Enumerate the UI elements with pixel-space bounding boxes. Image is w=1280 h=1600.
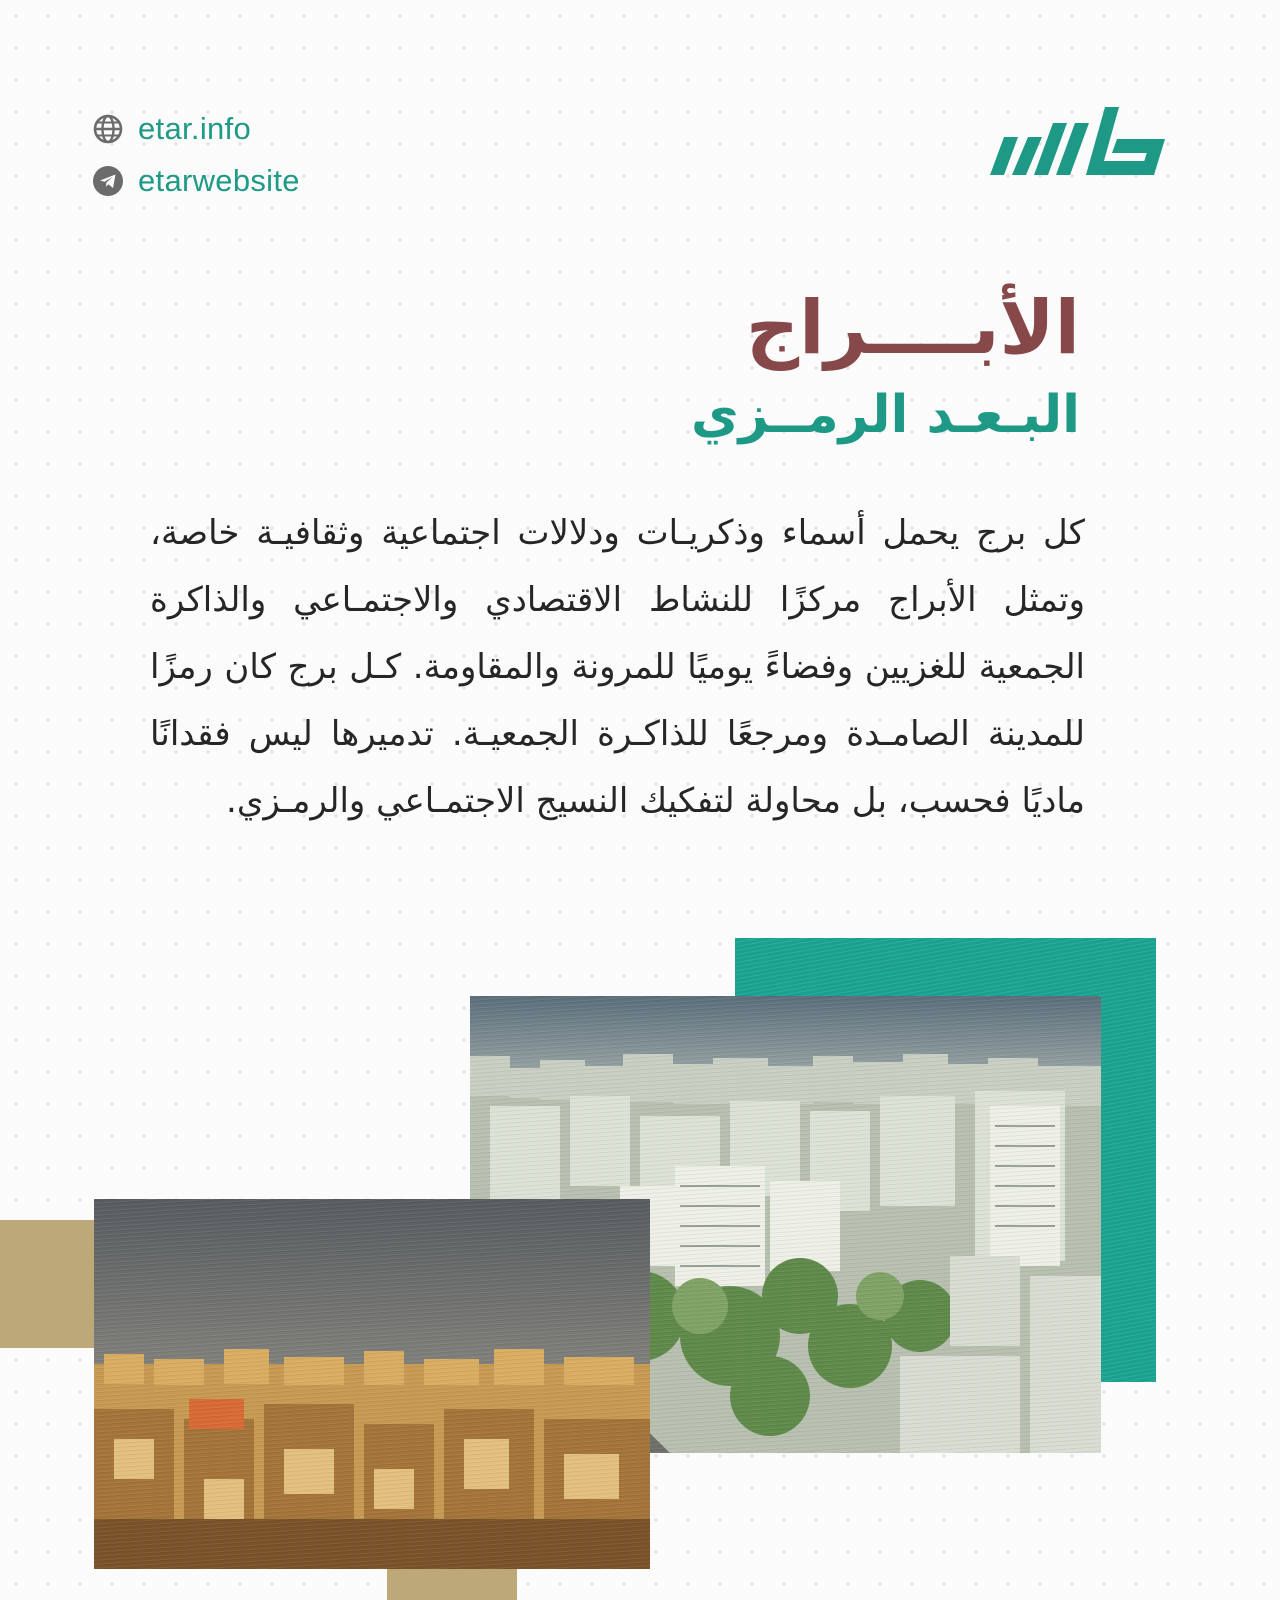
etar-logo-mark (990, 103, 1165, 177)
contact-info (92, 103, 300, 207)
body-paragraph: كل برج يحمل أسماء وذكريـات ودلالات اجتماعية وثقافيـة خاصة، وتمثل الأبراج مركزًا للنشاط الاقتصادي والاجتمـاعي والذاكرة الجمعية للغزيين وفضاءً يوميًا للمرونة والمقاومة. كـل برج كان رمزًا للمدينة الصامـدة ومرجعًا للذاكـرة الجمعيـة. تدميرها ليس فقدانًا ماديًا فحسب، بل محاولة لتفكيك النسيج الاجتمـاعي والرمـزي. (150, 513, 1085, 821)
gold-decor-block-left (0, 1220, 95, 1348)
title-block (320, 280, 1080, 450)
gold-decor-block-bottom (387, 1567, 517, 1600)
page-title: الأبــــراج (745, 285, 1080, 371)
city-photo-sunset (94, 1199, 650, 1569)
telegram-link[interactable] (92, 155, 300, 207)
etar-logo (990, 103, 1165, 177)
telegram-text: etarwebsite (138, 163, 300, 198)
website-text: etar.info (138, 111, 252, 146)
globe-icon (92, 113, 124, 145)
page-subtitle: البـعـد الرمــزي (690, 385, 1080, 445)
telegram-icon (92, 165, 124, 197)
website-link[interactable] (92, 103, 300, 155)
